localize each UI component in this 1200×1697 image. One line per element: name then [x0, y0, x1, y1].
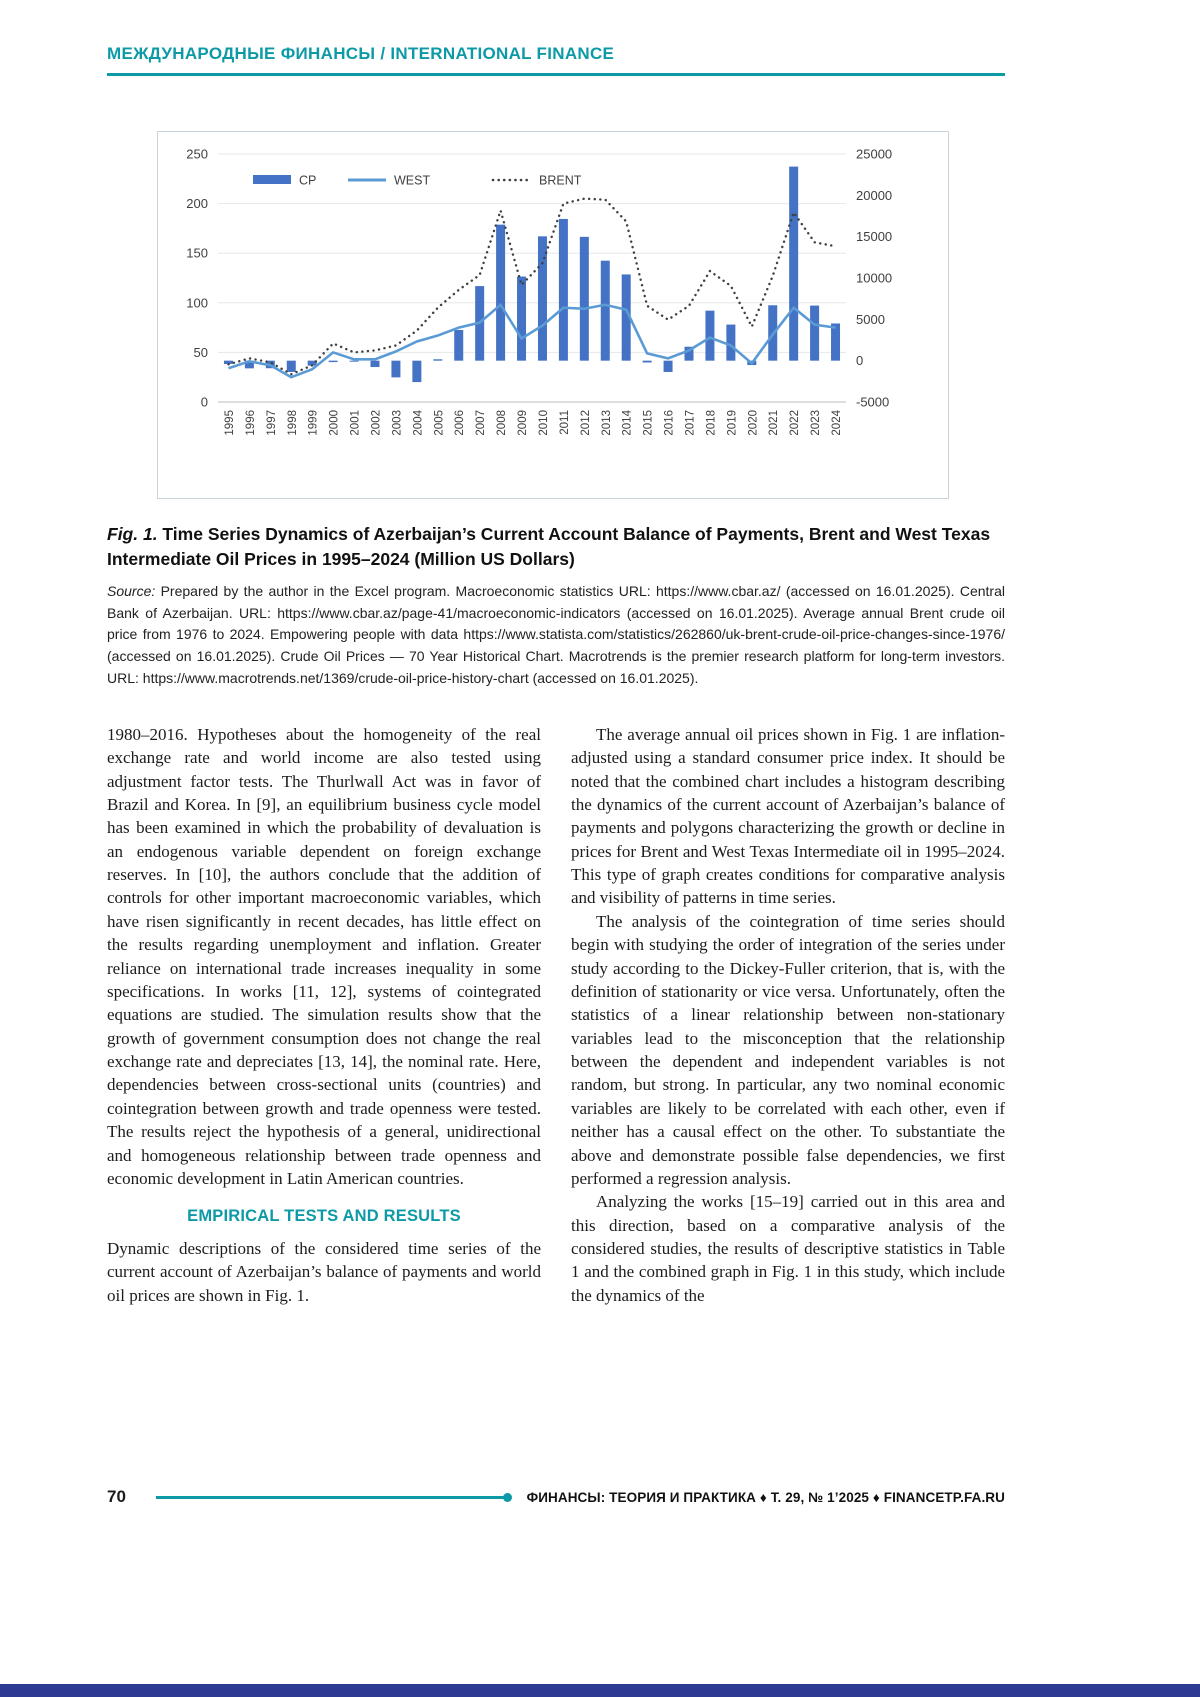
paragraph: 1980–2016. Hypotheses about the homogeneity of the real exchange rate and world income are also tested using adjustment factor tests. The Thurlwall Act was in favor of Brazil and Korea. In [9], an equilibrium business cycle model has been examined in which the probability of devaluation is an endogenous variable dependent on foreign exchange reserves. In [10], the authors conclude that the addition of controls for other important macroeconomic variables, which have risen significantly in recent decades, has little effect on the results regarding unemployment and inflation. Greater reliance on international trade increases inequality in some specifications. In works [11, 12], systems of cointegrated equations are studied. The simulation results show that the growth of government consumption does not change the real exchange rate and depreciates [13, 14], the nominal rate. Here, dependencies between cross-sectional units (countries) and cointegration between growth and trade openness were tested. The results reject the hypothesis of a general, unidirectional and homogeneous relationship between trade openness and economic development in Latin American countries.: [107, 724, 541, 1188]
svg-text:0: 0: [200, 394, 208, 410]
svg-text:2008: 2008: [496, 410, 509, 436]
body-text: [107, 723, 1005, 1307]
svg-text:2019: 2019: [726, 410, 739, 436]
paragraph: The analysis of the cointegration of time series should begin with studying the order of integration of the series under study according to the Dickey-Fuller criterion, that is, with the definition of stationarity or vice versa. Unfortunately, often the statistics of a linear relationship between non-stationary variables lead to the misconception that the relationship between the dependent and independent variables is not random, but strong. In particular, any two nominal economic variables are likely to be correlated with each other, even if neither has a causal effect on the other. To substantiate the above and demonstrate possible false dependencies, we first performed a regression analysis.: [571, 911, 1005, 1188]
svg-text:2022: 2022: [789, 410, 802, 436]
figure-caption-label: Fig. 1.: [107, 524, 158, 544]
svg-text:2013: 2013: [600, 410, 613, 436]
svg-text:2015: 2015: [642, 409, 655, 436]
footer-dot: [503, 1493, 512, 1502]
svg-text:2016: 2016: [663, 410, 676, 436]
svg-text:2006: 2006: [454, 410, 467, 436]
svg-text:2010: 2010: [537, 410, 550, 436]
page-header: [107, 0, 1005, 76]
svg-text:50: 50: [193, 344, 208, 360]
svg-text:25000: 25000: [856, 146, 893, 162]
svg-text:2009: 2009: [517, 410, 530, 436]
bottom-accent-bar: [0, 1684, 1200, 1697]
figure-source-label: Source:: [107, 582, 156, 599]
svg-text:200: 200: [186, 196, 208, 212]
figure-1-panel: [157, 131, 949, 499]
section-heading: EMPIRICAL TESTS AND RESULTS: [187, 1207, 461, 1226]
svg-text:1996: 1996: [244, 410, 257, 436]
paragraph: Dynamic descriptions of the considered time series of the current account of Azerbaijan’s balance of payments and world oil prices are shown in Fig. 1.: [107, 1239, 541, 1305]
figure-source: [107, 581, 1005, 690]
page-content: [107, 0, 1005, 1307]
figure-source-text: Prepared by the author in the Excel program. Macroeconomic statistics URL: https://www.cbar.az/ (accessed on 16.01.2025). Central Bank of Azerbaijan. URL: https://www.cbar.az/page-41/macroeconomic-indicators (accessed on 16.01.2025). Average annual Brent crude oil price from 1976 to 2024. Empowering people with data https://www.statista.com/statistics/262860/uk-brent-crude-oil-price-changes-since-1976/ (accessed on 16.01.2025). Crude Oil Prices — 70 Year Historical Chart. Macrotrends is the premier research platform for long-term investors. URL: https://www.macrotrends.net/1369/crude-oil-price-history-chart (accessed on 16.01.2025).: [107, 582, 1005, 686]
page-number: 70: [107, 1487, 126, 1506]
svg-text:CP: CP: [299, 173, 317, 188]
svg-text:BRENT: BRENT: [539, 173, 582, 188]
journal-footer-text: ФИНАНСЫ: ТЕОРИЯ И ПРАКТИКА ♦ Т. 29, № 1’2025 ♦ FINANCETP.FA.RU: [526, 1489, 1005, 1505]
svg-text:15000: 15000: [856, 229, 893, 245]
svg-text:2012: 2012: [579, 410, 592, 436]
svg-text:250: 250: [186, 146, 208, 162]
svg-text:1998: 1998: [286, 410, 299, 436]
svg-text:2014: 2014: [621, 410, 634, 436]
svg-text:2024: 2024: [831, 410, 844, 436]
page-footer: [107, 1487, 1005, 1507]
svg-text:2005: 2005: [433, 410, 446, 436]
svg-text:2001: 2001: [349, 410, 362, 436]
svg-text:2007: 2007: [475, 410, 488, 436]
svg-text:5000: 5000: [856, 311, 885, 327]
svg-text:-5000: -5000: [856, 394, 890, 410]
running-head: МЕЖДУНАРОДНЫЕ ФИНАНСЫ / INTERNATIONAL FINANCE: [107, 44, 615, 63]
svg-text:20000: 20000: [856, 187, 893, 203]
svg-text:1995: 1995: [223, 410, 236, 436]
svg-text:2003: 2003: [391, 410, 404, 436]
figure-chart: [158, 132, 945, 498]
svg-text:100: 100: [186, 295, 208, 311]
svg-text:2011: 2011: [558, 410, 571, 435]
svg-text:2020: 2020: [747, 410, 760, 436]
header-divider: [107, 73, 1005, 76]
svg-text:2002: 2002: [370, 410, 383, 436]
svg-text:1997: 1997: [265, 410, 278, 436]
right-column: [571, 723, 1005, 1307]
svg-text:10000: 10000: [856, 270, 893, 286]
paragraph: Analyzing the works [15–19] carried out in this area and this direction, based on a comparative analysis of the considered studies, the results of descriptive statistics in Table 1 and the combined graph in Fig. 1 in this study, which include the dynamics of the: [571, 1192, 1005, 1305]
figure-caption: [107, 522, 1005, 572]
svg-text:2021: 2021: [768, 410, 781, 436]
svg-text:WEST: WEST: [394, 173, 431, 188]
figure-caption-text: Time Series Dynamics of Azerbaijan’s Current Account Balance of Payments, Brent and West Texas Intermediate Oil Prices in 1995–2024 (Million US Dollars): [107, 524, 991, 569]
svg-text:150: 150: [186, 245, 208, 261]
svg-text:1999: 1999: [307, 410, 320, 436]
paragraph: The average annual oil prices shown in Fig. 1 are inflation-adjusted using a standard consumer price index. It should be noted that the combined chart includes a histogram describing the dynamics of the current account of Azerbaijan’s balance of payments and polygons characterizing the growth or decline in prices for Brent and West Texas Intermediate oil in 1995–2024. This type of graph creates conditions for comparative analysis and visibility of patterns in time series.: [571, 724, 1005, 908]
svg-text:0: 0: [856, 353, 864, 369]
svg-text:2000: 2000: [328, 410, 341, 436]
footer-divider: [156, 1496, 504, 1499]
svg-text:2023: 2023: [810, 410, 823, 436]
svg-text:2018: 2018: [705, 410, 718, 436]
left-column: [107, 723, 541, 1307]
svg-text:2004: 2004: [412, 410, 425, 436]
svg-text:2017: 2017: [684, 410, 697, 436]
